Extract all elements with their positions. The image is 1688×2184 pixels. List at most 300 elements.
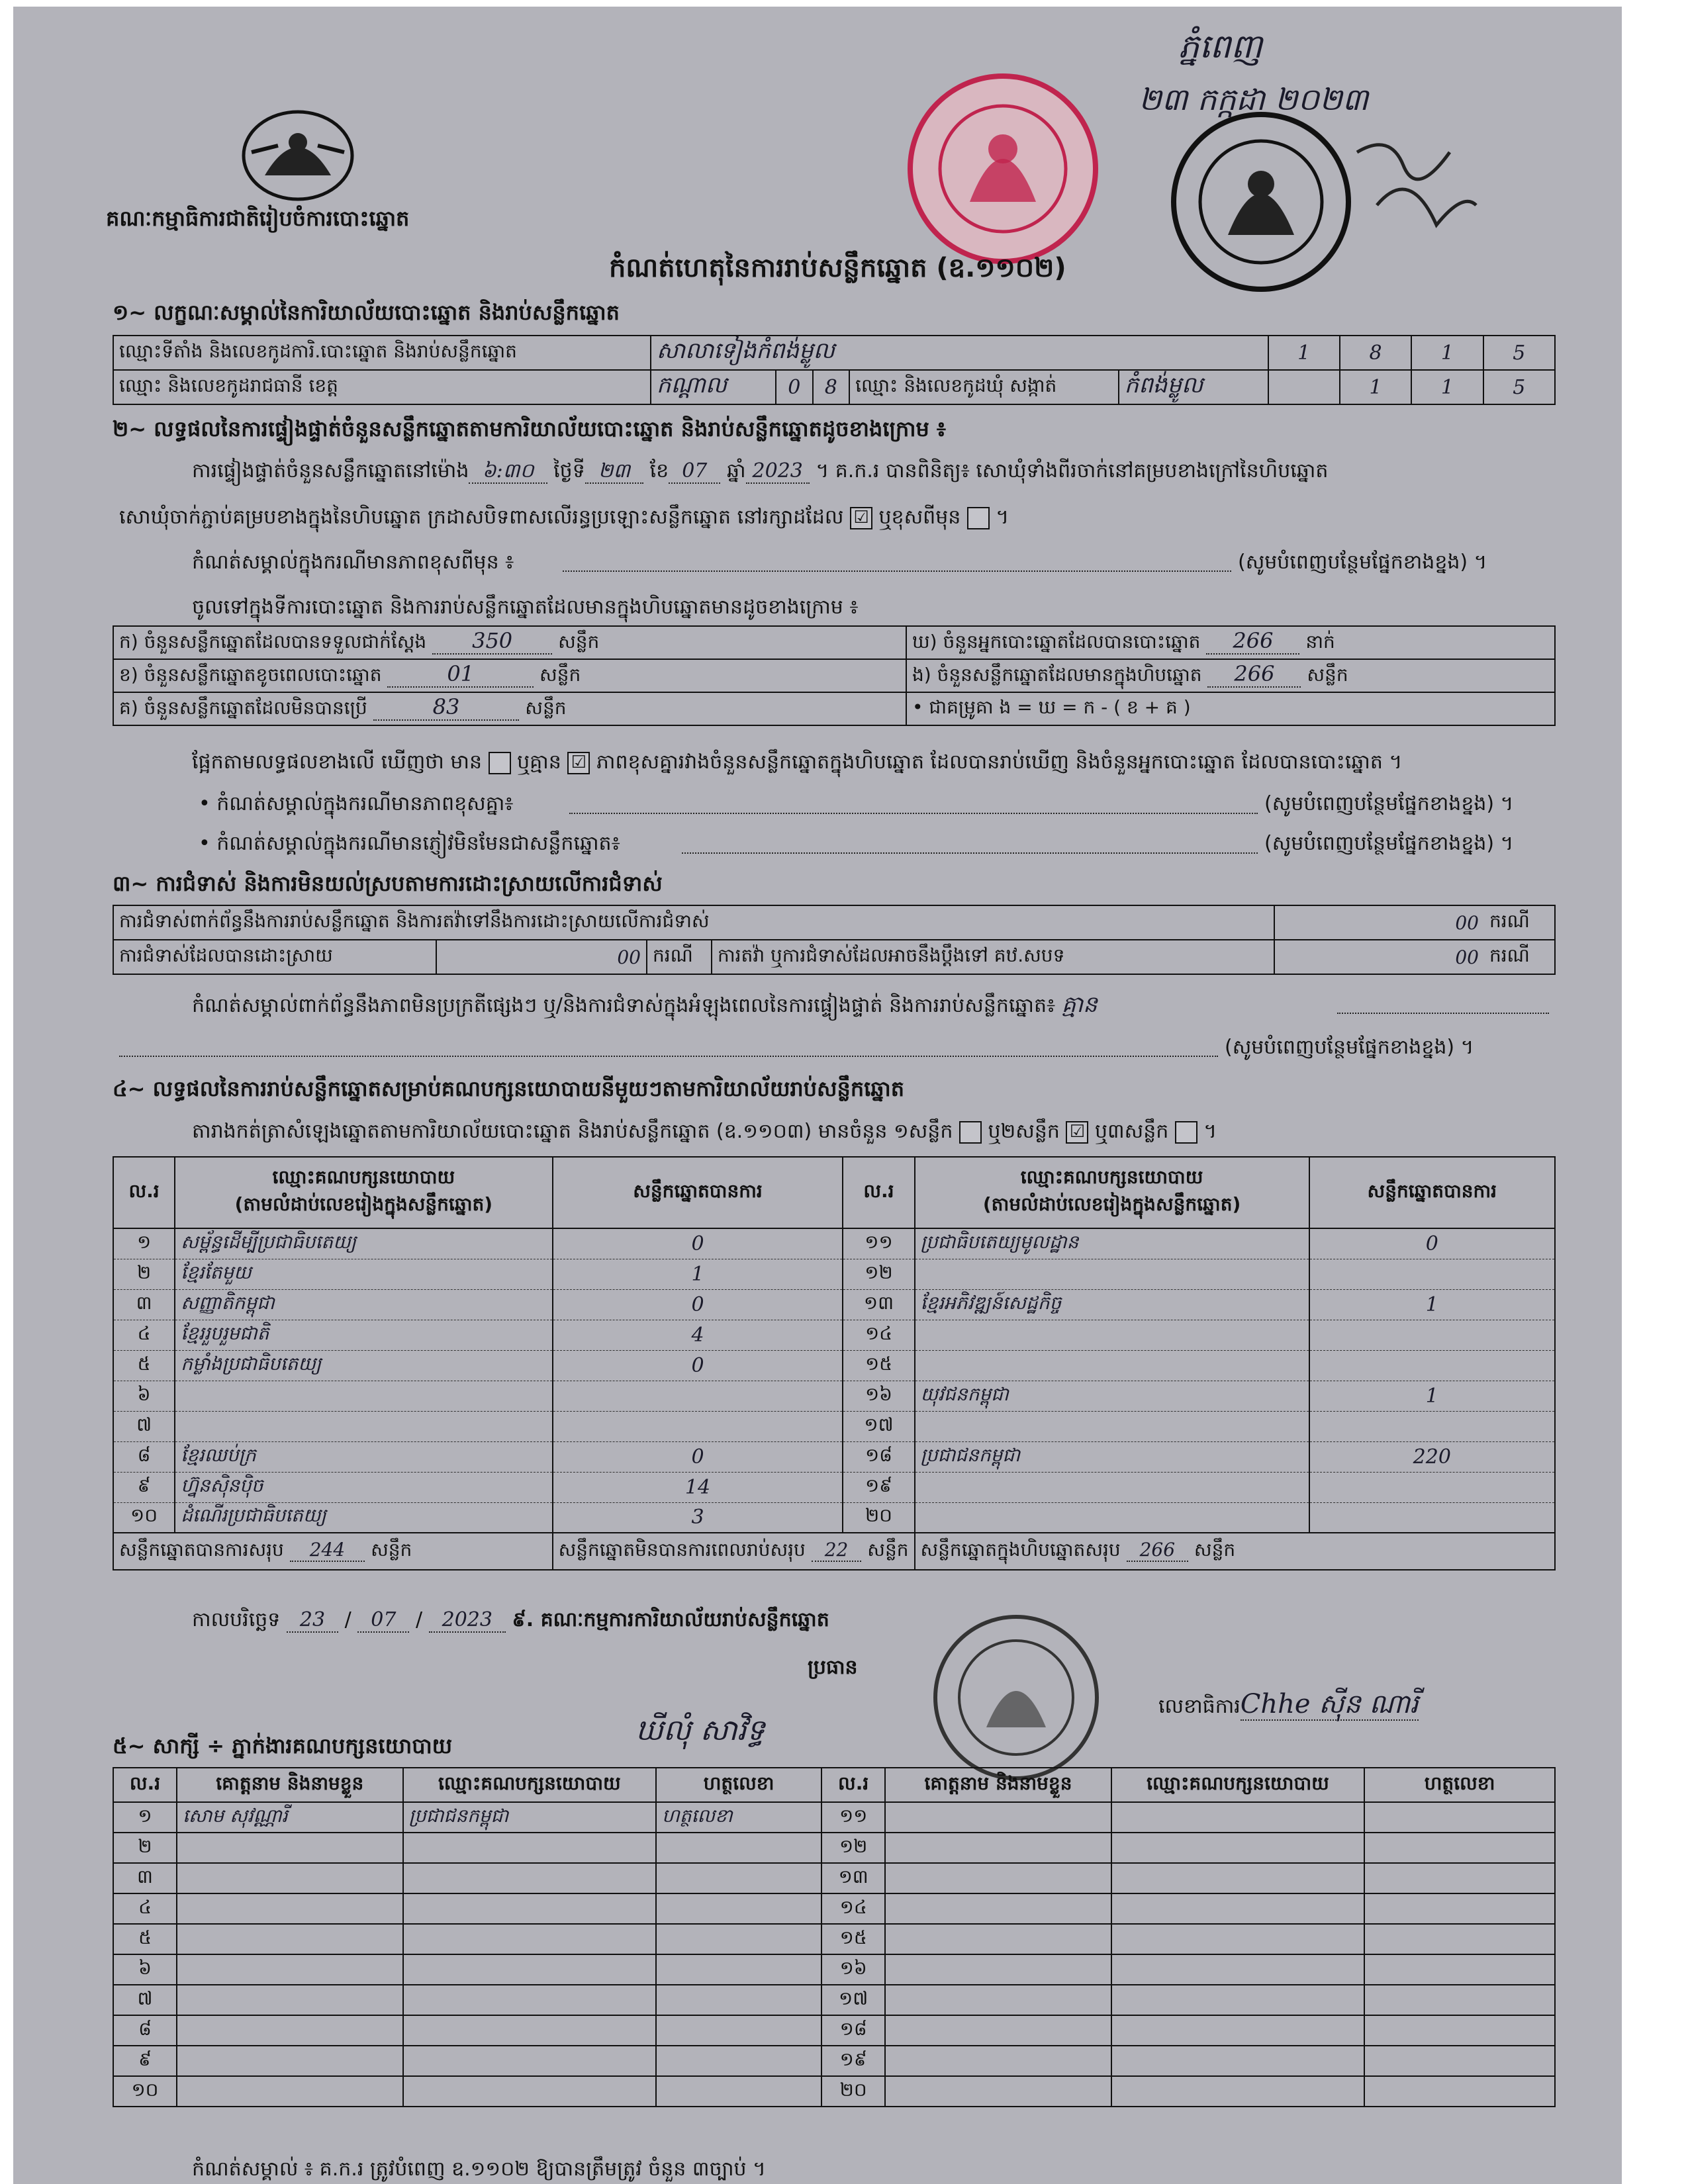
section1-table xyxy=(113,335,1556,405)
witness-name[interactable] xyxy=(885,1954,1111,1985)
three-sheet-checkbox[interactable] xyxy=(1175,1121,1197,1144)
footnote: កំណត់សម្គាល់ ៖ គ.ក.រ ត្រូវបំពេញ ឧ.១១០២ ឱ្យបានត្រឹមត្រូវ ចំនួន ៣ច្បាប់ ។ xyxy=(192,2158,766,2181)
verify-day: ២៣ xyxy=(585,459,643,484)
in-box-label: ង) ចំនួនសន្លឹកឆ្នោតដែលមានក្នុងហិបឆ្នោត xyxy=(912,664,1202,686)
witness-name xyxy=(177,1863,403,1893)
total-invalid-value: 22 xyxy=(812,1539,862,1562)
commune-code-digit: 1 xyxy=(1340,370,1411,404)
witness-party[interactable] xyxy=(1111,1863,1364,1893)
witness-party[interactable] xyxy=(1111,2076,1364,2107)
irregularity-dots xyxy=(1337,1013,1549,1014)
party-name xyxy=(915,1472,1309,1502)
row-number: ១៨ xyxy=(843,1441,914,1472)
commune-code-blank xyxy=(1268,370,1340,404)
col-signature: ហត្ថលេខា xyxy=(1364,1768,1555,1802)
bullet-diff: • កំណត់សម្គាល់ក្នុងករណីមានភាពខុសគ្នា៖ xyxy=(199,792,514,815)
row-number: ១៤ xyxy=(821,1893,885,1924)
location-code-digit: 8 xyxy=(1340,336,1411,370)
total-box-value: 266 xyxy=(1127,1539,1188,1562)
row-number: ១ xyxy=(113,1802,177,1833)
row-number: ៥ xyxy=(113,1350,175,1381)
vote-count xyxy=(553,1381,843,1411)
bullet-foreign: • កំណត់សម្គាល់ក្នុងករណីមានភ្ញៀវមិនមែនជាសន្លឹកឆ្នោត៖ xyxy=(199,832,620,855)
row-number: ១៩ xyxy=(821,2046,885,2076)
irregularity-note xyxy=(192,991,1098,1019)
table-row xyxy=(113,1863,1555,1893)
table-row xyxy=(113,1893,1555,1924)
witness-party[interactable] xyxy=(1111,2015,1364,2046)
row-number: ៧ xyxy=(113,1411,175,1441)
witness-name xyxy=(177,2076,403,2107)
province-code-digit: 0 xyxy=(776,370,813,404)
total-box-label: សន្លឹកឆ្នោតក្នុងហិបឆ្នោតសរុប xyxy=(920,1538,1121,1561)
vote-count: 3 xyxy=(553,1502,843,1533)
total-invalid-cell xyxy=(553,1533,915,1570)
section3-title: ៣~ ការជំទាស់ និងការមិនយល់ស្របតាមការដោះស្រាយលើការជំទាស់ xyxy=(113,871,663,896)
row-number: ៨ xyxy=(113,1441,175,1472)
party-name: ប្រជាធិបតេយ្យមូលដ្ឋាន xyxy=(915,1228,1309,1259)
unit-label: សន្លឹក xyxy=(525,697,567,719)
witness-party xyxy=(403,1954,656,1985)
witness-party[interactable] xyxy=(1111,2046,1364,2076)
ballot-count-table xyxy=(113,625,1556,726)
table-row xyxy=(113,1411,1555,1441)
verify-month: 07 xyxy=(669,459,720,484)
nec-emblem-icon xyxy=(238,106,357,205)
discrepancy-none-checkbox[interactable]: ☑ xyxy=(567,752,590,774)
vote-count: 220 xyxy=(1309,1441,1555,1472)
seal-intact-checkbox[interactable]: ☑ xyxy=(850,507,872,529)
section1-title: ១~ លក្ខណៈសម្គាល់នៃការិយាល័យបោះឆ្នោត និងរាប់សន្លឹកឆ្នោត xyxy=(113,300,620,325)
table-row xyxy=(113,1802,1555,1833)
complaints-label: ការជំទាស់ពាក់ព័ន្ធនឹងការរាប់សន្លឹកឆ្នោត និងការតវ៉ាទៅនឹងការដោះស្រាយលើការជំទាស់ xyxy=(113,905,1274,940)
case-label: ករណី xyxy=(1484,905,1555,940)
table-row xyxy=(113,1289,1555,1320)
witness-signature: ហត្ថលេខា xyxy=(656,1802,821,1833)
col-party-sub: (តាមលំដាប់លេខរៀងក្នុងសន្លឹកឆ្នោត) xyxy=(234,1193,493,1215)
discrepancy-has-checkbox[interactable] xyxy=(489,752,511,774)
witness-name xyxy=(177,1954,403,1985)
row-number: ៩ xyxy=(113,1472,175,1502)
table-row xyxy=(113,1441,1555,1472)
location-code-digit: 5 xyxy=(1483,336,1555,370)
bullet-foreign-tail: (សូមបំពេញបន្ថែមផ្នែកខាងខ្នង) ។ xyxy=(1264,832,1514,855)
party-name xyxy=(175,1411,552,1441)
two-sheet-checkbox[interactable]: ☑ xyxy=(1066,1121,1088,1144)
received-label: ក) ចំនួនសន្លឹកឆ្នោតដែលបានទទួលជាក់ស្តែង xyxy=(119,631,427,653)
complaints-table xyxy=(113,905,1556,975)
bullet-foreign-dots xyxy=(682,852,1258,854)
red-seal-icon xyxy=(904,69,1102,268)
col-no: ល.រ xyxy=(821,1768,885,1802)
committee-title: ៩. គណៈកម្មការការិយាល័យរាប់សន្លឹកឆ្នោត xyxy=(512,1608,829,1631)
note-diff-label: កំណត់សម្គាល់ក្នុងករណីមានភាពខុសពីមុន ៖ xyxy=(192,551,514,574)
verify-text-e: ។ គ.ក.រ បានពិនិត្យ៖ សោឃុំទាំងពីរចាក់នៅគម្របខាងក្រៅនៃហិបឆ្នោត xyxy=(816,459,1329,482)
date-label: កាលបរិច្ឆេទ xyxy=(192,1608,281,1631)
commune-code-digit: 5 xyxy=(1483,370,1555,404)
witness-name[interactable] xyxy=(885,1863,1111,1893)
witness-party xyxy=(403,2015,656,2046)
verify-text-d: ឆ្នាំ xyxy=(726,459,746,482)
province-label: ឈ្មោះ និងលេខកូដរាជធានី ខេត្ត xyxy=(113,370,651,404)
handwritten-location: ភ្នំពេញ xyxy=(1178,27,1262,66)
witness-signature[interactable] xyxy=(1364,2015,1555,2046)
total-invalid-label: សន្លឹកឆ្នោតមិនបានការពេលរាប់សរុប xyxy=(558,1538,806,1561)
witness-signature[interactable] xyxy=(1364,1924,1555,1954)
secretary-label: លេខាធិការ xyxy=(1158,1695,1241,1718)
note-diff-dots xyxy=(563,570,1231,572)
table-row xyxy=(113,1350,1555,1381)
row-number: ៦ xyxy=(113,1954,177,1985)
black-seal-icon xyxy=(1165,106,1357,298)
vote-count: 1 xyxy=(1309,1289,1555,1320)
witness-signature[interactable] xyxy=(1364,1985,1555,2015)
in-box-value: 266 xyxy=(1207,661,1301,688)
location-value: សាលាទៀងកំពង់ម្លូល xyxy=(651,336,1268,370)
location-label: ឈ្មោះទីតាំង និងលេខកូដការិ.បោះឆ្នោត និងរាប់សន្លឹកឆ្នោត xyxy=(113,336,651,370)
table-row xyxy=(113,2076,1555,2107)
commune-code-digit: 1 xyxy=(1411,370,1483,404)
chairman-seal-icon xyxy=(927,1608,1105,1787)
vote-count: 0 xyxy=(553,1441,843,1472)
col-party xyxy=(915,1157,1309,1228)
total-valid-cell xyxy=(113,1533,553,1570)
row-number: ១២ xyxy=(821,1833,885,1863)
party-name: សម្ព័ន្ធដើម្បីប្រជាធិបតេយ្យ xyxy=(175,1228,552,1259)
party-name xyxy=(915,1411,1309,1441)
irregularity-value: គ្មាន xyxy=(1061,991,1098,1018)
section4-intro: តារាងកត់ត្រាសំឡេងឆ្នោតតាមការិយាល័យបោះឆ្នោត និងរាប់សន្លឹកឆ្នោត (ឧ.១១០៣) មានចំនួន ១សន្លឹក ឬ២សន្លឹក ☑ ឬ៣សន្លឹក ។ xyxy=(192,1120,1217,1143)
party-name: ដំណើរប្រជាធិបតេយ្យ xyxy=(175,1502,552,1533)
row-number: ៦ xyxy=(113,1381,175,1411)
vote-count xyxy=(1309,1472,1555,1502)
irregularity-tail: (សូមបំពេញបន្ថែមផ្នែកខាងខ្នង) ។ xyxy=(1225,1036,1474,1059)
witness-signature[interactable] xyxy=(1364,1802,1555,1833)
case-label: ករណី xyxy=(647,940,712,974)
witness-name[interactable] xyxy=(885,2046,1111,2076)
witness-name xyxy=(177,2015,403,2046)
table-row xyxy=(113,1472,1555,1502)
witness-party[interactable] xyxy=(1111,1954,1364,1985)
voters-label: ឃ) ចំនួនអ្នកបោះឆ្នោតដែលបានបោះឆ្នោត xyxy=(912,631,1201,653)
spoiled-value: 01 xyxy=(387,661,534,688)
section2-title: ២~ លទ្ធផលនៃការផ្ទៀងផ្ទាត់ចំនួនសន្លឹកឆ្នោតតាមការិយាល័យបោះឆ្នោត និងរាប់សន្លឹកឆ្នោតដូចខាងក្រោម ៖ xyxy=(113,416,946,441)
vote-count xyxy=(1309,1320,1555,1350)
commune-value: កំពង់ម្លូល xyxy=(1119,370,1268,404)
row-number: ១៥ xyxy=(821,1924,885,1954)
discrepancy-line xyxy=(192,749,1402,776)
unit-label: សន្លឹក xyxy=(539,664,581,686)
witness-party xyxy=(403,2046,656,2076)
col-signature: ហត្ថលេខា xyxy=(656,1768,821,1802)
row-number: ១០ xyxy=(113,1502,175,1533)
witness-name xyxy=(177,1924,403,1954)
witness-signature xyxy=(656,2015,821,2046)
party-name: កម្លាំងប្រជាធិបតេយ្យ xyxy=(175,1350,552,1381)
witness-signature xyxy=(656,2076,821,2107)
witness-name[interactable] xyxy=(885,1893,1111,1924)
party-name: ខ្មែរតែមួយ xyxy=(175,1259,552,1289)
signature-top-icon xyxy=(1350,126,1483,258)
sheet-count-text: តារាងកត់ត្រាសំឡេងឆ្នោតតាមការិយាល័យបោះឆ្នោត និងរាប់សន្លឹកឆ្នោត (ឧ.១១០៣) មានចំនួន ១សន្លឹក xyxy=(192,1120,953,1143)
commune-label: ឈ្មោះ និងលេខកូដឃុំ សង្កាត់ xyxy=(849,370,1119,404)
unit-label: សន្លឹក xyxy=(558,631,600,653)
unit-label: សន្លឹក xyxy=(867,1538,909,1561)
location-code-digit: 1 xyxy=(1268,336,1340,370)
row-number: ២០ xyxy=(843,1502,914,1533)
vote-count: 0 xyxy=(1309,1228,1555,1259)
table-row xyxy=(113,1502,1555,1533)
vote-count: 0 xyxy=(553,1350,843,1381)
witness-body xyxy=(113,1802,1555,2107)
section4-title: ៤~ លទ្ធផលនៃការរាប់សន្លឹកឆ្នោតសម្រាប់គណបក្សនយោបាយនីមួយៗតាមការិយាល័យរាប់សន្លឹកឆ្នោត xyxy=(113,1076,905,1101)
appeal-value: 00 xyxy=(1274,940,1484,974)
witness-signature xyxy=(656,1833,821,1863)
witness-name xyxy=(177,1833,403,1863)
witness-name xyxy=(177,1985,403,2015)
witness-party[interactable] xyxy=(1111,1893,1364,1924)
total-valid-label: សន្លឹកឆ្នោតបានការសរុប xyxy=(119,1538,284,1561)
party-name xyxy=(175,1381,552,1411)
chairman-label: ប្រធាន xyxy=(808,1656,858,1679)
row-number: ១៦ xyxy=(821,1954,885,1985)
verify-text-b: ថ្ងៃទី xyxy=(553,459,585,482)
handwritten-date: ២៣ កក្កដា ២០២៣ xyxy=(1139,81,1369,117)
row-number: ១១ xyxy=(821,1802,885,1833)
table-row xyxy=(113,1833,1555,1863)
vote-count: 0 xyxy=(553,1228,843,1259)
seal-intact-text: សោឃុំចាក់ភ្ជាប់គម្របខាងក្នុងនៃហិបឆ្នោត ក្រដាសបិទពាសលើរន្ធប្រឡោះសន្លឹកឆ្នោត នៅរក្សាដដែល xyxy=(119,506,844,529)
row-number: ១៧ xyxy=(821,1985,885,2015)
witness-party xyxy=(403,1863,656,1893)
witness-party[interactable] xyxy=(1111,1833,1364,1863)
resolved-label: ការជំទាស់ដែលបានដោះស្រាយ xyxy=(113,940,436,974)
party-name: ខ្មែររួបរួមជាតិ xyxy=(175,1320,552,1350)
vote-count: 14 xyxy=(553,1472,843,1502)
unit-label: សន្លឹក xyxy=(1307,664,1348,686)
bullet-diff-tail: (សូមបំពេញបន្ថែមផ្នែកខាងខ្នង) ។ xyxy=(1264,792,1514,815)
col-party-label: ឈ្មោះគណបក្សនយោបាយ xyxy=(1020,1166,1203,1188)
case-label: ករណី xyxy=(1484,940,1555,974)
party-name: យុវជនកម្ពុជា xyxy=(915,1381,1309,1411)
unit-label: សន្លឹក xyxy=(1194,1538,1236,1561)
col-party-sub: (តាមលំដាប់លេខរៀងក្នុងសន្លឹកឆ្នោត) xyxy=(982,1193,1241,1215)
verify-text-c: ខែ xyxy=(649,459,669,482)
table-row xyxy=(113,1320,1555,1350)
witness-signature xyxy=(656,1863,821,1893)
witness-table xyxy=(113,1767,1556,2107)
witness-party xyxy=(403,2076,656,2107)
secretary-signature: Chhe ស៊ីន ណារី xyxy=(1240,1689,1419,1719)
row-number: ២០ xyxy=(821,2076,885,2107)
voters-value: 266 xyxy=(1206,628,1299,655)
witness-name[interactable] xyxy=(885,1802,1111,1833)
date-day: 23 xyxy=(287,1608,338,1633)
results-table xyxy=(113,1156,1556,1570)
row-number: ១២ xyxy=(843,1259,914,1289)
vote-count xyxy=(553,1411,843,1441)
unused-label: គ) ចំនួនសន្លឹកឆ្នោតដែលមិនបានប្រើ xyxy=(119,697,367,719)
row-number: ៣ xyxy=(113,1289,175,1320)
row-number: ១៥ xyxy=(843,1350,914,1381)
col-no: ល.រ xyxy=(113,1157,175,1228)
form-title: កំណត់ហេតុនៃការរាប់សន្លឹកឆ្នោត (ឧ.១១០២) xyxy=(609,253,1066,283)
col-party xyxy=(175,1157,552,1228)
document-sheet xyxy=(13,7,1622,2184)
discrepancy-text-b: ឬគ្មាន xyxy=(517,751,561,774)
col-no: ល.រ xyxy=(843,1157,914,1228)
table-row xyxy=(113,2015,1555,2046)
row-number: ១ xyxy=(113,1228,175,1259)
person-unit-label: នាក់ xyxy=(1305,631,1335,653)
party-name: ខ្មែរអភិវឌ្ឍន៍សេដ្ឋកិច្ច xyxy=(915,1289,1309,1320)
witness-party: ប្រជាជនកម្ពុជា xyxy=(403,1802,656,1833)
witness-name: សោម សុវណ្ណារី xyxy=(177,1802,403,1833)
seal-changed-text: ឬខុសពីមុន xyxy=(878,506,961,529)
complaints-value: 00 xyxy=(1274,905,1484,940)
irregularity-label: កំណត់សម្គាល់ពាក់ព័ន្ធនឹងភាពមិនប្រក្រតីផ្សេងៗ ឬ/និងការជំទាស់ក្នុងអំឡុងពេលនៃការផ្ទៀងផ្ទាត់ និងការរាប់សន្លឹកឆ្នោត៖ xyxy=(192,994,1056,1017)
witness-signature xyxy=(656,1924,821,1954)
province-value: កណ្តាល xyxy=(651,370,776,404)
vote-count xyxy=(1309,1411,1555,1441)
col-name: គោត្តនាម និងនាមខ្លួន xyxy=(885,1768,1111,1802)
appeal-label: ការតវ៉ា ឬការជំទាស់ដែលអាចនឹងប្តឹងទៅ គឋ.សបទ xyxy=(712,940,1274,974)
results-body xyxy=(113,1228,1555,1533)
vote-count: 0 xyxy=(553,1289,843,1320)
row-number: ៨ xyxy=(113,2015,177,2046)
witness-signature[interactable] xyxy=(1364,2046,1555,2076)
row-number: ១៣ xyxy=(821,1863,885,1893)
discrepancy-text-c: ភាពខុសគ្នារវាងចំនួនសន្លឹកឆ្នោតក្នុងហិបឆ្នោត ដែលបានរាប់ឃើញ និងចំនួនអ្នកបោះឆ្នោត ដែលបានបោះឆ្នោត ។ xyxy=(596,751,1403,774)
witness-name[interactable] xyxy=(885,1833,1111,1863)
table-row xyxy=(113,1924,1555,1954)
witness-signature[interactable] xyxy=(1364,1954,1555,1985)
party-name xyxy=(915,1502,1309,1533)
ballot-intro: ចូលទៅក្នុងទីការបោះឆ្នោត និងការរាប់សន្លឹកឆ្នោតដែលមានក្នុងហិបឆ្នោតមានដូចខាងក្រោម ៖ xyxy=(192,596,859,619)
discrepancy-text-a: ផ្អែកតាមលទ្ធផលខាងលើ ឃើញថា មាន xyxy=(192,751,483,774)
row-number: ១៣ xyxy=(843,1289,914,1320)
two-sheet-label: ឬ២សន្លឹក xyxy=(988,1120,1060,1143)
secretary-line xyxy=(1158,1691,1419,1720)
province-code-digit: 8 xyxy=(813,370,850,404)
witness-name[interactable] xyxy=(885,2015,1111,2046)
witness-party xyxy=(403,1924,656,1954)
party-name: ហ្វ៊ុនស៊ិនប៉ិច xyxy=(175,1472,552,1502)
total-valid-value: 244 xyxy=(290,1539,365,1562)
date-year: 2023 xyxy=(429,1608,506,1633)
col-party: ឈ្មោះគណបក្សនយោបាយ xyxy=(1111,1768,1364,1802)
row-number: ៩ xyxy=(113,2046,177,2076)
irregularity-dots-2 xyxy=(119,1056,1218,1057)
vote-count: 1 xyxy=(1309,1381,1555,1411)
row-number: ៧ xyxy=(113,1985,177,2015)
date-line: កាលបរិច្ឆេទ 23 / 07 / 2023 ៩. គណៈកម្មការការិយាល័យរាប់សន្លឹកឆ្នោត xyxy=(192,1608,829,1631)
verify-line2: សោឃុំចាក់ភ្ជាប់គម្របខាងក្នុងនៃហិបឆ្នោត ក្រដាសបិទពាសលើរន្ធប្រឡោះសន្លឹកឆ្នោត នៅរក្សាដដែល ☑ ឬខុសពីមុន ។ xyxy=(119,506,1009,529)
witness-name[interactable] xyxy=(885,2076,1111,2107)
witness-party xyxy=(403,1893,656,1924)
section5-title: ៥~ សាក្សី ÷ ភ្នាក់ងារគណបក្សនយោបាយ xyxy=(113,1733,453,1758)
witness-signature xyxy=(656,1985,821,2015)
committee-label: គណៈកម្មាធិការជាតិរៀបចំការបោះឆ្នោត xyxy=(106,206,410,231)
witness-signature[interactable] xyxy=(1364,1893,1555,1924)
vote-count: 4 xyxy=(553,1320,843,1350)
witness-party xyxy=(403,1833,656,1863)
party-name xyxy=(915,1259,1309,1289)
row-number: ៤ xyxy=(113,1893,177,1924)
col-votes: សន្លឹកឆ្នោតបានការ xyxy=(1309,1157,1555,1228)
witness-signature xyxy=(656,1893,821,1924)
spoiled-label: ខ) ចំនួនសន្លឹកឆ្នោតខូចពេលបោះឆ្នោត xyxy=(119,664,382,686)
bullet-diff-dots xyxy=(569,813,1258,814)
row-number: ៣ xyxy=(113,1863,177,1893)
col-party-label: ឈ្មោះគណបក្សនយោបាយ xyxy=(272,1166,455,1188)
party-name: ខ្មែរឈប់ក្រ xyxy=(175,1441,552,1472)
total-box-cell xyxy=(915,1533,1556,1570)
vote-count xyxy=(1309,1350,1555,1381)
three-sheet-label: ឬ៣សន្លឹក xyxy=(1094,1120,1169,1143)
row-number: ១៨ xyxy=(821,2015,885,2046)
date-month: 07 xyxy=(357,1608,409,1633)
witness-signature[interactable] xyxy=(1364,2076,1555,2107)
table-row xyxy=(113,1259,1555,1289)
row-number: ១៦ xyxy=(843,1381,914,1411)
witness-party[interactable] xyxy=(1111,1985,1364,2015)
table-row xyxy=(113,1954,1555,1985)
formula: • ជាគម្រូគា ង = ឃ = ក - ( ខ + គ ) xyxy=(906,692,1555,725)
row-number: ១១ xyxy=(843,1228,914,1259)
row-number: ១៧ xyxy=(843,1411,914,1441)
row-number: ៥ xyxy=(113,1924,177,1954)
row-number: ១៩ xyxy=(843,1472,914,1502)
chair-signature: ឃីលុំ សាវិទ្ធ xyxy=(635,1713,765,1747)
row-number: ២ xyxy=(113,1259,175,1289)
row-number: ១០ xyxy=(113,2076,177,2107)
verify-line1 xyxy=(192,458,1328,484)
table-row xyxy=(113,2046,1555,2076)
col-party: ឈ្មោះគណបក្សនយោបាយ xyxy=(403,1768,656,1802)
party-name: ប្រជាជនកម្ពុជា xyxy=(915,1441,1309,1472)
table-row xyxy=(113,1381,1555,1411)
table-row xyxy=(113,1985,1555,2015)
witness-signature[interactable] xyxy=(1364,1833,1555,1863)
witness-signature xyxy=(656,1954,821,1985)
verify-time: ៦:៣០ xyxy=(469,459,547,484)
witness-name[interactable] xyxy=(885,1924,1111,1954)
party-name xyxy=(915,1350,1309,1381)
location-code-digit: 1 xyxy=(1411,336,1483,370)
witness-name xyxy=(177,1893,403,1924)
received-value: 350 xyxy=(432,628,552,655)
unused-value: 83 xyxy=(373,694,520,721)
seal-changed-checkbox[interactable] xyxy=(967,507,990,529)
verify-text-a: ការផ្ទៀងផ្ទាត់ចំនួនសន្លឹកឆ្នោតនៅម៉ោង xyxy=(192,459,469,482)
row-number: ៤ xyxy=(113,1320,175,1350)
witness-party[interactable] xyxy=(1111,1924,1364,1954)
resolved-value: 00 xyxy=(436,940,647,974)
witness-party[interactable] xyxy=(1111,1802,1364,1833)
witness-name[interactable] xyxy=(885,1985,1111,2015)
vote-count: 1 xyxy=(553,1259,843,1289)
col-no: ល.រ xyxy=(113,1768,177,1802)
vote-count xyxy=(1309,1259,1555,1289)
col-votes: សន្លឹកឆ្នោតបានការ xyxy=(553,1157,843,1228)
one-sheet-checkbox[interactable] xyxy=(959,1121,982,1144)
unit-label: សន្លឹក xyxy=(371,1538,412,1561)
witness-party xyxy=(403,1985,656,2015)
row-number: ១៤ xyxy=(843,1320,914,1350)
witness-signature xyxy=(656,2046,821,2076)
witness-signature[interactable] xyxy=(1364,1863,1555,1893)
